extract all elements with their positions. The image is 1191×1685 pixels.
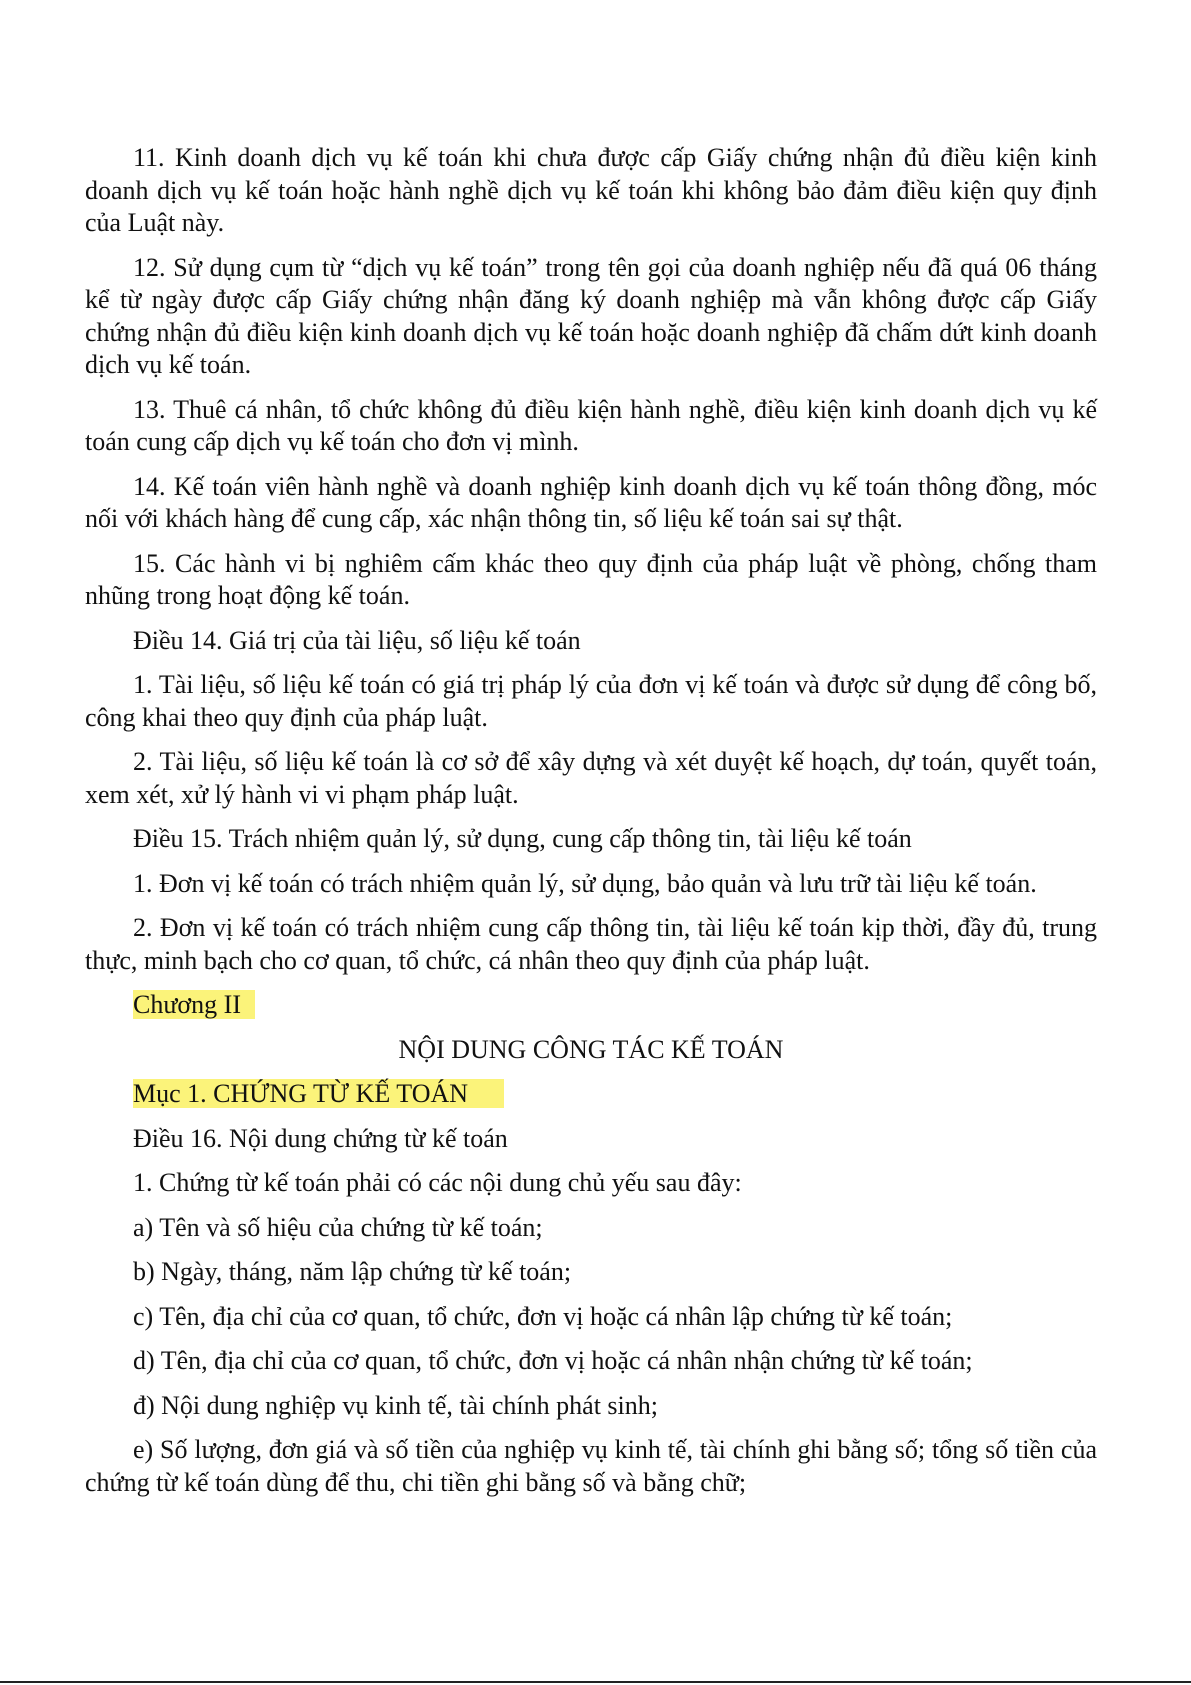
article-15-title: Điều 15. Trách nhiệm quản lý, sử dụng, cung cấp thông tin, tài liệu kế toán (133, 824, 912, 853)
article-16-item-d: d) Tên, địa chỉ của cơ quan, tổ chức, đơn vị hoặc cá nhân nhận chứng từ kế toán; (133, 1346, 973, 1375)
chapter-label: Chương II (133, 990, 255, 1019)
article-16-item-b: b) Ngày, tháng, năm lập chứng từ kế toán; (133, 1257, 572, 1286)
article-16-item-a: a) Tên và số hiệu của chứng từ kế toán; (133, 1212, 543, 1242)
article-16-intro: 1. Chứng từ kế toán phải có các nội dung chủ yếu sau đây: (133, 1168, 742, 1197)
section-label: Mục 1. CHỨNG TỪ KẾ TOÁN (133, 1079, 504, 1108)
article-16-item-dd: đ) Nội dung nghiệp vụ kinh tế, tài chính phát sinh; (133, 1390, 658, 1420)
article-14-item-2: 2. Tài liệu, số liệu kế toán là cơ sở để xây dựng và xét duyệt kế hoạch, dự toán, quyết toán, xem xét, xử lý hành vi vi phạm pháp luật. (85, 747, 1097, 809)
paragraph-item-15: 15. Các hành vi bị nghiêm cấm khác theo quy định của pháp luật về phòng, chống tham nhũng trong hoạt động kế toán. (85, 548, 1097, 610)
paragraph-item-11: 11. Kinh doanh dịch vụ kế toán khi chưa được cấp Giấy chứng nhận đủ điều kiện kinh doanh dịch vụ kế toán hoặc hành nghề dịch vụ kế toán khi không bảo đảm điều kiện quy định của Luật này. (85, 143, 1097, 237)
article-14-title: Điều 14. Giá trị của tài liệu, số liệu kế toán (133, 625, 581, 655)
article-16-item-e: e) Số lượng, đơn giá và số tiền của nghiệp vụ kinh tế, tài chính ghi bằng số; tổng số tiền của chứng từ kế toán dùng để thu, chi tiền ghi bằng số và bằng chữ; (85, 1435, 1097, 1497)
article-14-item-1: 1. Tài liệu, số liệu kế toán có giá trị pháp lý của đơn vị kế toán và được sử dụng để công bố, công khai theo quy định của pháp luật. (85, 670, 1097, 732)
chapter-label-line (85, 989, 1097, 1022)
article-15-item-2: 2. Đơn vị kế toán có trách nhiệm cung cấp thông tin, tài liệu kế toán kịp thời, đầy đủ, trung thực, minh bạch cho cơ quan, tổ chức, cá nhân theo quy định của pháp luật. (85, 913, 1097, 975)
article-16-item-c: c) Tên, địa chỉ của cơ quan, tổ chức, đơn vị hoặc cá nhân lập chứng từ kế toán; (133, 1301, 953, 1331)
article-15-item-1: 1. Đơn vị kế toán có trách nhiệm quản lý, sử dụng, bảo quản và lưu trữ tài liệu kế toán. (133, 868, 1037, 898)
paragraph-item-14: 14. Kế toán viên hành nghề và doanh nghiệp kinh doanh dịch vụ kế toán thông đồng, móc nối với khách hàng để cung cấp, xác nhận thông tin, số liệu kế toán sai sự thật. (85, 471, 1097, 533)
article-16-title: Điều 16. Nội dung chứng từ kế toán (133, 1123, 508, 1153)
document-page (85, 142, 1097, 1511)
section-label-line (85, 1078, 1097, 1111)
chapter-title: NỘI DUNG CÔNG TÁC KẾ TOÁN (398, 1034, 784, 1064)
paragraph-item-13: 13. Thuê cá nhân, tổ chức không đủ điều kiện hành nghề, điều kiện kinh doanh dịch vụ kế toán cung cấp dịch vụ kế toán cho đơn vị mình. (85, 394, 1097, 456)
paragraph-item-12: 12. Sử dụng cụm từ “dịch vụ kế toán” trong tên gọi của doanh nghiệp nếu đã quá 06 tháng kể từ ngày được cấp Giấy chứng nhận đăng ký doanh nghiệp mà vẫn không được cấp Giấy chứng nhận đủ điều kiện kinh doanh dịch vụ kế toán hoặc doanh nghiệp đã chấm dứt kinh doanh dịch vụ kế toán. (85, 252, 1097, 379)
page-bottom-rule (0, 1681, 1191, 1683)
